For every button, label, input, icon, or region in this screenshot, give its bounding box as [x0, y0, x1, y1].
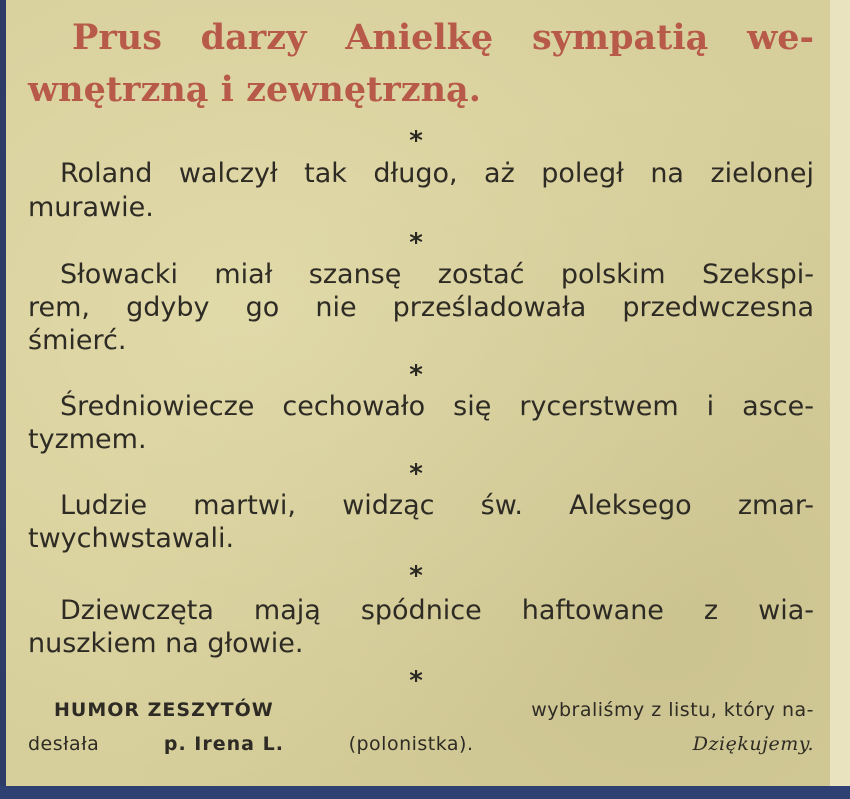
item-4-line-1: Ludzie martwi, widząc św. Aleksego zmar- — [60, 490, 814, 521]
footer-text-1: wybraliśmy z listu, który na- — [531, 699, 814, 721]
item-2-line-1: Słowacki miał szansę zostać polskim Szekspi- — [60, 259, 814, 290]
footer-gap — [538, 731, 628, 757]
paper-edge — [830, 0, 850, 799]
item-3-line-1: Średniowiecze cechowało się rycerstwem i asce- — [60, 391, 814, 422]
background-strip — [0, 786, 850, 799]
asterisk-separator: * — [409, 561, 423, 591]
item-2-line-2: rem, gdyby go nie prześladowała przedwczesna — [28, 292, 814, 323]
item-5-line-2: nuszkiem na głowie. — [28, 628, 304, 659]
asterisk-separator: * — [409, 459, 423, 489]
page — [6, 0, 830, 786]
footer-thanks: Dziękujemy. — [692, 733, 814, 755]
footer-author-name: p. Irena L. — [163, 733, 284, 755]
item-3-line-2: tyzmem. — [28, 424, 147, 455]
item-5-line-1: Dziewczęta mają spódnice haftowane z wia- — [60, 595, 814, 626]
footer-line-1 — [54, 697, 814, 723]
asterisk-separator: * — [409, 360, 423, 390]
asterisk-separator: * — [409, 228, 423, 258]
item-1-line-1: Roland walczył tak długo, aż poległ na zielonej — [60, 158, 814, 189]
footer-text-2a: desłała — [28, 733, 100, 755]
item-1-line-2: murawie. — [28, 192, 154, 223]
footer-line-2 — [28, 731, 814, 757]
asterisk-separator: * — [409, 666, 423, 696]
item-2-line-3: śmierć. — [28, 325, 127, 356]
footer-heading: HUMOR ZESZYTÓW — [54, 699, 274, 721]
article-title-line-1: Prus darzy Anielkę sympatią we- — [72, 17, 814, 58]
item-4-line-2: twychwstawali. — [28, 523, 235, 554]
footer-text-2b: (polonistka). — [348, 733, 474, 755]
asterisk-separator: * — [409, 126, 423, 156]
article-title-line-2: wnętrzną i zewnętrzną. — [28, 69, 481, 110]
